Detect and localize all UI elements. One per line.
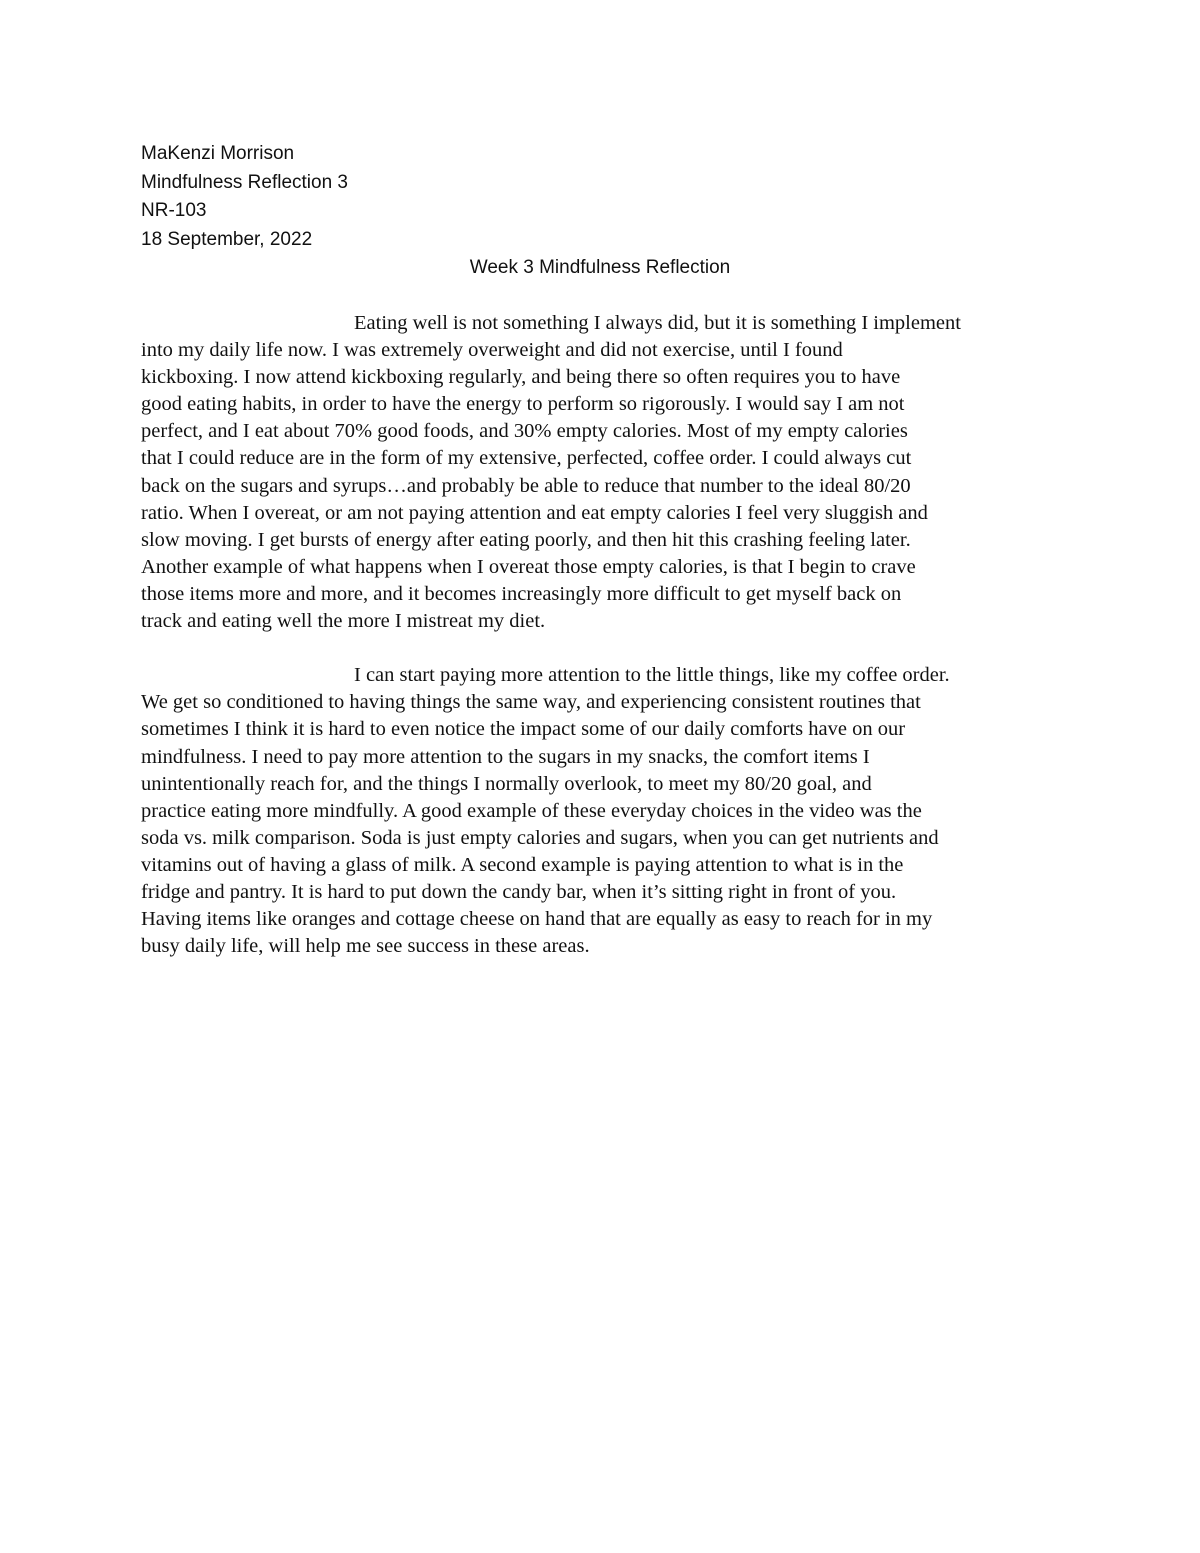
author-name: MaKenzi Morrison xyxy=(141,143,295,164)
text-line: that I could reduce are in the form of my extensive, perfected, coffee order. I could always cut xyxy=(141,447,912,470)
text-line: Eating well is not something I always did, but it is something I implement xyxy=(354,312,961,334)
text-line: busy daily life, will help me see success in these areas. xyxy=(141,935,590,958)
document-body xyxy=(141,310,1071,960)
text-line: unintentionally reach for, and the things I normally overlook, to meet my 80/20 goal, and xyxy=(141,772,872,795)
text-line: I can start paying more attention to the little things, like my coffee order. xyxy=(354,664,950,687)
text-line: soda vs. milk comparison. Soda is just empty calories and sugars, when you can get nutrients and xyxy=(141,826,939,849)
text-line: back on the sugars and syrups…and probably be able to reduce that number to the ideal 80/20 xyxy=(141,474,911,497)
text-line: slow moving. I get bursts of energy after eating poorly, and then hit this crashing feeling later. xyxy=(141,528,911,551)
document-title: Week 3 Mindfulness Reflection xyxy=(469,257,731,278)
text-line: Another example of what happens when I overeat those empty calories, is that I begin to crave xyxy=(141,555,916,578)
course-code: NR-103 xyxy=(141,200,207,221)
text-line: kickboxing. I now attend kickboxing regularly, and being there so often requires you to have xyxy=(141,366,901,389)
text-line: vitamins out of having a glass of milk. A second example is paying attention to what is in the xyxy=(141,853,904,876)
text-line: good eating habits, in order to have the energy to perform so rigorously. I would say I am not xyxy=(141,393,905,416)
text-line: perfect, and I eat about 70% good foods, and 30% empty calories. Most of my empty calories xyxy=(141,420,908,443)
paragraph xyxy=(141,662,1071,960)
assignment-name: Mindfulness Reflection 3 xyxy=(141,171,348,193)
document-date: 18 September, 2022 xyxy=(141,228,313,250)
paragraph xyxy=(141,310,1071,635)
document-header xyxy=(141,140,348,254)
text-line: track and eating well the more I mistreat my diet. xyxy=(141,610,546,633)
text-line: practice eating more mindfully. A good example of these everyday choices in the video was the xyxy=(141,799,922,822)
text-line: We get so conditioned to having things the same way, and experiencing consistent routines that xyxy=(141,691,921,714)
text-line: sometimes I think it is hard to even notice the impact some of our daily comforts have on our xyxy=(141,718,906,741)
text-line: into my daily life now. I was extremely overweight and did not exercise, until I found xyxy=(141,339,843,362)
text-line: mindfulness. I need to pay more attention to the sugars in my snacks, the comfort items I xyxy=(141,745,870,768)
text-line: Having items like oranges and cottage cheese on hand that are equally as easy to reach for in my xyxy=(141,908,933,931)
text-line: ratio. When I overeat, or am not paying attention and eat empty calories I feel very sluggish and xyxy=(141,501,928,524)
text-line: fridge and pantry. It is hard to put down the candy bar, when it’s sitting right in front of you. xyxy=(141,880,897,903)
text-line: those items more and more, and it becomes increasingly more difficult to get myself back on xyxy=(141,582,902,605)
